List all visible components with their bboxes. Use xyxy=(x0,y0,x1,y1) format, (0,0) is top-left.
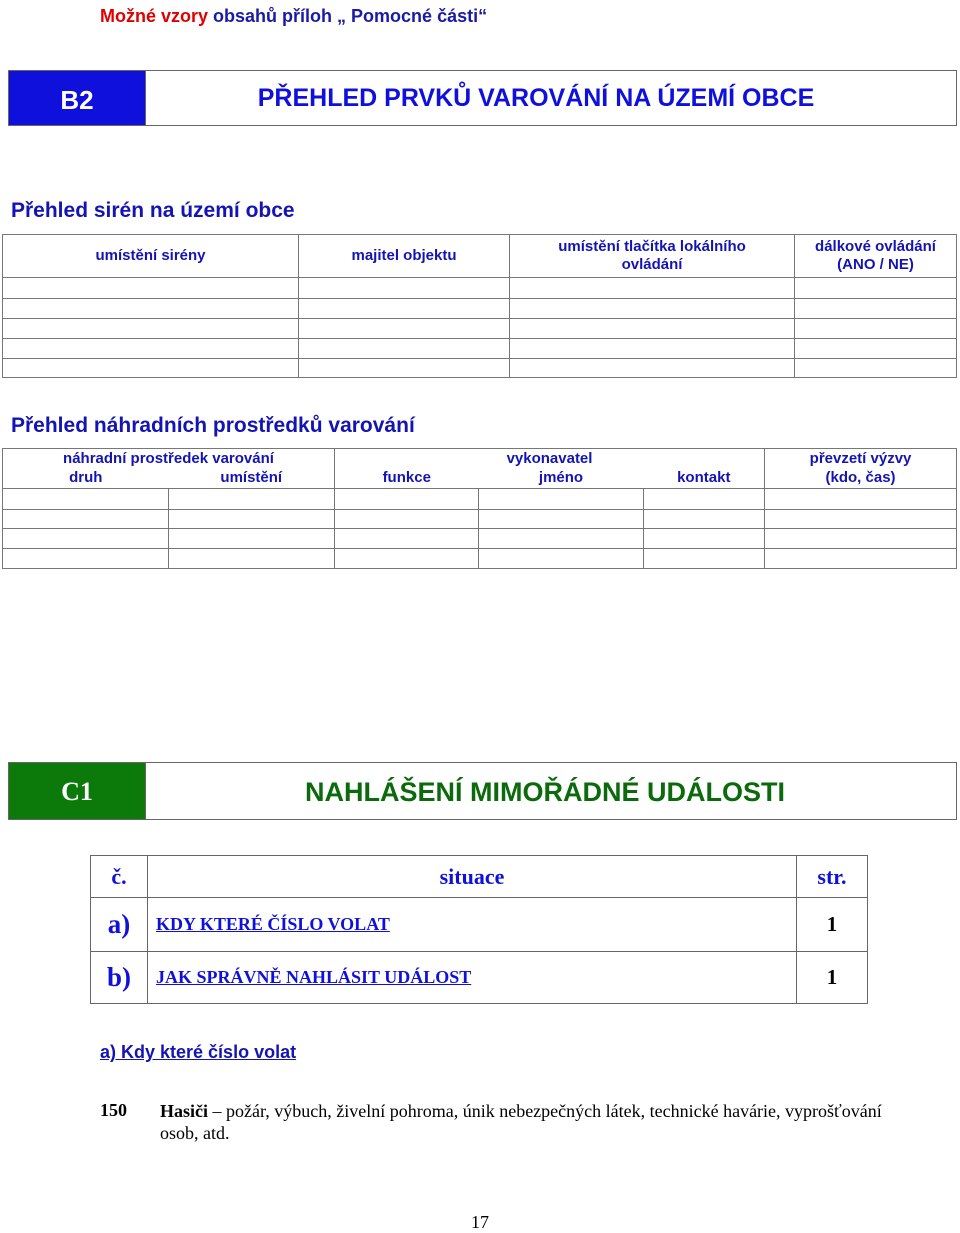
column-group-header: náhradní prostředek varování xyxy=(3,449,335,469)
table-cell[interactable] xyxy=(479,529,644,549)
table-row xyxy=(3,278,957,299)
table-cell[interactable] xyxy=(795,278,957,299)
emergency-description xyxy=(160,1100,920,1144)
table-cell[interactable] xyxy=(3,359,299,378)
situation-label: a) xyxy=(91,898,148,952)
column-header: umístění xyxy=(169,469,335,489)
table-row xyxy=(3,299,957,319)
table-cell[interactable] xyxy=(479,510,644,529)
column-header: umístění tlačítka lokálního ovládání xyxy=(510,235,795,278)
table-cell[interactable] xyxy=(3,299,299,319)
table-cell[interactable] xyxy=(335,529,479,549)
table-row xyxy=(3,339,957,359)
column-header: dálkové ovládání (ANO / NE) xyxy=(795,235,957,278)
emergency-details: – požár, výbuch, živelní pohroma, únik nebezpečných látek, technické havárie, vyprošťování osob, atd. xyxy=(160,1101,882,1143)
table-cell[interactable] xyxy=(765,510,957,529)
table-row xyxy=(3,510,957,529)
table-subheader-row xyxy=(3,469,957,489)
table-cell[interactable] xyxy=(335,549,479,569)
table-cell[interactable] xyxy=(169,529,335,549)
table-cell[interactable] xyxy=(3,510,169,529)
table-header-row xyxy=(3,235,957,278)
table-cell[interactable] xyxy=(795,299,957,319)
column-header-situation: situace xyxy=(148,856,797,898)
table-cell[interactable] xyxy=(3,549,169,569)
table-cell[interactable] xyxy=(765,549,957,569)
table-cell[interactable] xyxy=(169,489,335,510)
column-header-page: str. xyxy=(797,856,868,898)
table-cell[interactable] xyxy=(3,339,299,359)
table-cell[interactable] xyxy=(479,549,644,569)
table-cell[interactable] xyxy=(299,299,510,319)
table-cell[interactable] xyxy=(644,529,765,549)
column-header: umístění sirény xyxy=(3,235,299,278)
header-part2: obsahů příloh „ Pomocné části“ xyxy=(213,6,488,26)
table-cell[interactable] xyxy=(169,510,335,529)
column-header: majitel objektu xyxy=(299,235,510,278)
emergency-number: 150 xyxy=(100,1100,127,1120)
table-header-row xyxy=(3,449,957,469)
table-cell[interactable] xyxy=(765,529,957,549)
column-group-header: převzetí výzvy xyxy=(765,449,957,469)
column-header: kontakt xyxy=(644,469,765,489)
table-cell[interactable] xyxy=(335,489,479,510)
document-header xyxy=(100,6,487,27)
table-cell[interactable] xyxy=(644,549,765,569)
table-cell[interactable] xyxy=(765,489,957,510)
table-cell[interactable] xyxy=(3,319,299,339)
table-cell[interactable] xyxy=(510,359,795,378)
table-cell[interactable] xyxy=(479,489,644,510)
page-number: 17 xyxy=(471,1212,489,1232)
b2-section-code: B2 xyxy=(9,71,146,125)
table-cell[interactable] xyxy=(3,529,169,549)
alt-means-heading: Přehled náhradních prostředků varování xyxy=(11,414,415,437)
table-cell[interactable] xyxy=(644,510,765,529)
table-cell[interactable] xyxy=(299,278,510,299)
sirens-table xyxy=(2,234,957,378)
table-header-row xyxy=(91,856,868,898)
situation-page: 1 xyxy=(797,898,868,952)
header-part1: Možné vzory xyxy=(100,6,209,26)
table-cell[interactable] xyxy=(3,489,169,510)
column-header: jméno xyxy=(479,469,644,489)
table-row xyxy=(3,529,957,549)
c1-section-code: C1 xyxy=(9,763,146,819)
table-row xyxy=(3,359,957,378)
b2-section-title: PŘEHLED PRVKŮ VAROVÁNÍ NA ÚZEMÍ OBCE xyxy=(257,83,815,112)
table-cell[interactable] xyxy=(299,339,510,359)
sirens-heading: Přehled sirén na území obce xyxy=(11,199,295,222)
b2-section-banner xyxy=(8,70,957,126)
table-row xyxy=(91,952,868,1004)
table-cell[interactable] xyxy=(510,278,795,299)
emergency-service: Hasiči xyxy=(160,1101,208,1121)
table-cell[interactable] xyxy=(299,319,510,339)
c1-section-banner xyxy=(8,762,957,820)
alt-means-table xyxy=(2,448,957,569)
table-cell[interactable] xyxy=(510,319,795,339)
table-cell[interactable] xyxy=(299,359,510,378)
column-header-number: č. xyxy=(91,856,148,898)
table-cell[interactable] xyxy=(795,339,957,359)
situation-link[interactable]: KDY KTERÉ ČÍSLO VOLAT xyxy=(148,898,797,952)
table-cell[interactable] xyxy=(169,549,335,569)
table-row xyxy=(3,489,957,510)
table-cell[interactable] xyxy=(510,299,795,319)
column-header: druh xyxy=(3,469,169,489)
situation-page: 1 xyxy=(797,952,868,1004)
column-header: funkce xyxy=(335,469,479,489)
table-cell[interactable] xyxy=(795,319,957,339)
table-cell[interactable] xyxy=(510,339,795,359)
table-row xyxy=(91,898,868,952)
column-group-header: vykonavatel xyxy=(335,449,765,469)
situation-link[interactable]: JAK SPRÁVNĚ NAHLÁSIT UDÁLOST xyxy=(148,952,797,1004)
table-cell[interactable] xyxy=(335,510,479,529)
section-a-heading: a) Kdy které číslo volat xyxy=(100,1042,297,1062)
table-cell[interactable] xyxy=(3,278,299,299)
c1-section-title: NAHLÁŠENÍ MIMOŘÁDNÉ UDÁLOSTI xyxy=(305,776,785,807)
table-row xyxy=(3,319,957,339)
table-cell[interactable] xyxy=(795,359,957,378)
table-row xyxy=(3,549,957,569)
column-header: (kdo, čas) xyxy=(765,469,957,489)
situation-label: b) xyxy=(91,952,148,1004)
table-cell[interactable] xyxy=(644,489,765,510)
situations-table xyxy=(90,855,868,1004)
